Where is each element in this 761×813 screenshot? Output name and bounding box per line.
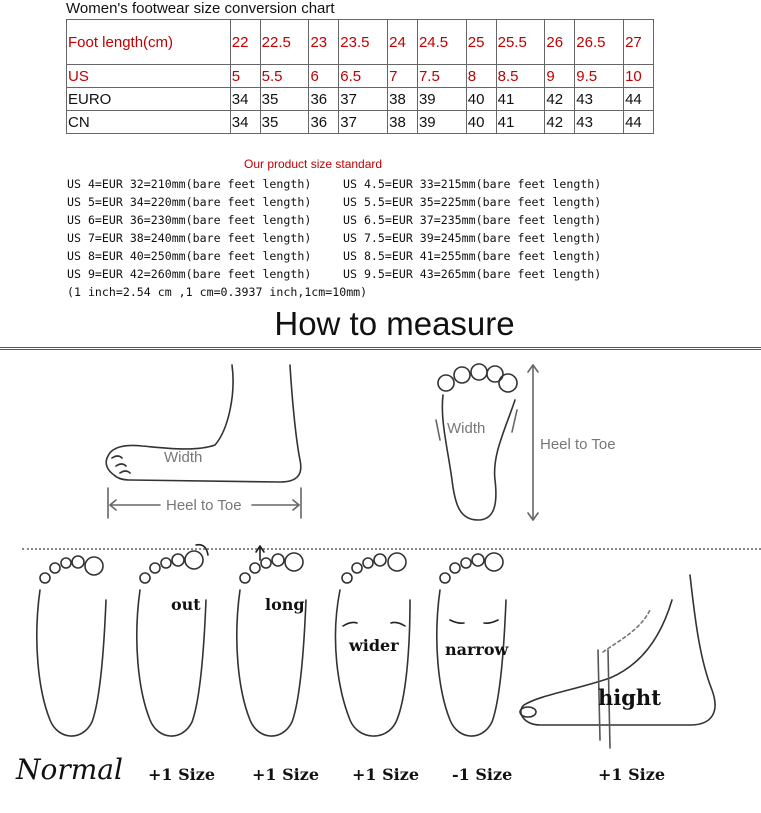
table-cell: 7: [388, 65, 418, 88]
sole-width-label: Width: [447, 420, 486, 437]
size-standard-entry: US 6.5=EUR 37=235mm(bare feet length): [343, 213, 602, 227]
table-cell: 43: [575, 111, 624, 134]
table-cell: 42: [545, 111, 575, 134]
normal-label: Normal: [16, 753, 123, 786]
size-label-long: +1 Size: [252, 765, 320, 784]
unit-conversion-note: (1 inch=2.54 cm ,1 cm=0.3937 inch,1cm=10mm): [67, 285, 368, 299]
chart-title: Women's footwear size conversion chart: [66, 0, 335, 17]
table-cell: 22.5: [260, 20, 309, 65]
row-label: EURO: [67, 88, 231, 111]
size-standard-title: Our product size standard: [244, 157, 383, 171]
table-cell: 37: [339, 88, 388, 111]
table-cell: 23: [309, 20, 339, 65]
table-cell: 5: [230, 65, 260, 88]
table-cell: 43: [575, 88, 624, 111]
size-label-narrow: -1 Size: [452, 765, 513, 784]
table-cell: 39: [417, 88, 466, 111]
wider-label: wider: [349, 636, 399, 655]
size-standard-entry: US 4=EUR 32=210mm(bare feet length): [67, 177, 312, 191]
size-standard-entry: US 7=EUR 38=240mm(bare feet length): [67, 231, 312, 245]
table-cell: 24.5: [417, 20, 466, 65]
table-cell: 35: [260, 111, 309, 134]
foot-long: [237, 546, 306, 736]
table-cell: 41: [496, 88, 545, 111]
table-cell: 8.5: [496, 65, 545, 88]
size-standard-entry: US 9.5=EUR 43=265mm(bare feet length): [343, 267, 602, 281]
table-cell: 25.5: [496, 20, 545, 65]
table-cell: 9: [545, 65, 575, 88]
table-cell: 44: [624, 111, 654, 134]
foot-normal: [37, 556, 106, 736]
size-label-hight: +1 Size: [598, 765, 666, 784]
row-label: Foot length(cm): [67, 20, 231, 65]
table-cell: 25: [466, 20, 496, 65]
size-standard-entry: US 7.5=EUR 39=245mm(bare feet length): [343, 231, 602, 245]
how-to-measure-title: How to measure: [274, 305, 515, 342]
table-cell: 39: [417, 111, 466, 134]
table-cell: 27: [624, 20, 654, 65]
table-cell: 38: [388, 88, 418, 111]
table-cell: 7.5: [417, 65, 466, 88]
table-cell: 26: [545, 20, 575, 65]
sole-heel-to-toe-label: Heel to Toe: [540, 436, 616, 453]
table-cell: 26.5: [575, 20, 624, 65]
out-label: out: [171, 595, 201, 614]
side-foot-illustration: [106, 365, 301, 518]
long-label: long: [265, 595, 305, 614]
row-label: CN: [67, 111, 231, 134]
table-cell: 34: [230, 88, 260, 111]
table-cell: 37: [339, 111, 388, 134]
foot-out: [137, 545, 208, 736]
table-cell: 44: [624, 88, 654, 111]
size-standard-entry: US 6=EUR 36=230mm(bare feet length): [67, 213, 312, 227]
sole-foot-illustration: [436, 364, 538, 520]
size-standard-entry: US 4.5=EUR 33=215mm(bare feet length): [343, 177, 602, 191]
table-cell: 24: [388, 20, 418, 65]
size-standard-entry: US 5=EUR 34=220mm(bare feet length): [67, 195, 312, 209]
side-width-label: Width: [164, 449, 203, 466]
table-cell: 40: [466, 88, 496, 111]
table-cell: 38: [388, 111, 418, 134]
table-cell: 36: [309, 111, 339, 134]
table-cell: 36: [309, 88, 339, 111]
size-label-out: +1 Size: [148, 765, 216, 784]
table-cell: 41: [496, 111, 545, 134]
table-cell: 42: [545, 88, 575, 111]
table-cell: 6: [309, 65, 339, 88]
table-cell: 23.5: [339, 20, 388, 65]
table-cell: 6.5: [339, 65, 388, 88]
size-standard-entry: US 5.5=EUR 35=225mm(bare feet length): [343, 195, 602, 209]
narrow-label: narrow: [445, 640, 509, 659]
size-standard-entry: US 9=EUR 42=260mm(bare feet length): [67, 267, 312, 281]
size-standard-entry: US 8=EUR 40=250mm(bare feet length): [67, 249, 312, 263]
table-cell: 22: [230, 20, 260, 65]
table-cell: 8: [466, 65, 496, 88]
row-label: US: [67, 65, 231, 88]
table-cell: 5.5: [260, 65, 309, 88]
size-label-wider: +1 Size: [352, 765, 420, 784]
table-cell: 10: [624, 65, 654, 88]
table-cell: 40: [466, 111, 496, 134]
table-cell: 34: [230, 111, 260, 134]
size-standard-entry: US 8.5=EUR 41=255mm(bare feet length): [343, 249, 602, 263]
foot-hight: [520, 575, 715, 748]
hight-label: hight: [598, 685, 661, 710]
table-cell: 35: [260, 88, 309, 111]
table-cell: 9.5: [575, 65, 624, 88]
side-heel-to-toe-label: Heel to Toe: [166, 497, 242, 514]
